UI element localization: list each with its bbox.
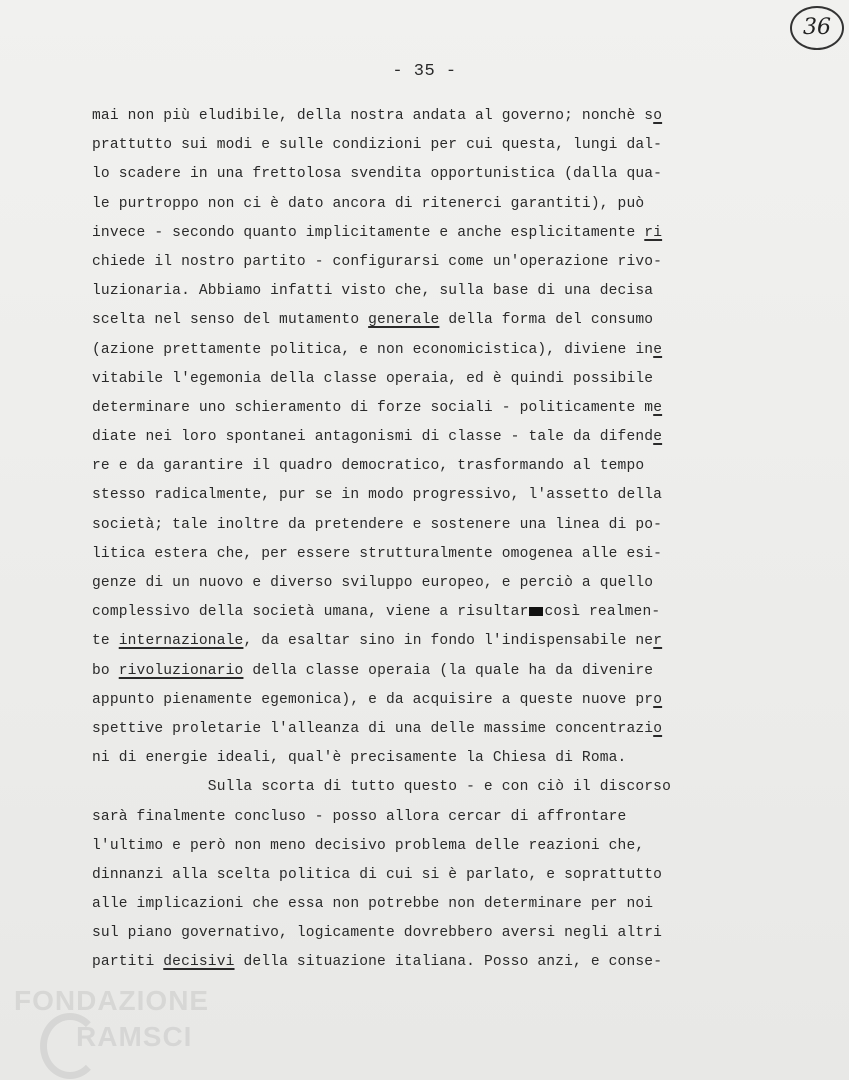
text-line <box>92 773 772 802</box>
text-segment: l'ultimo e però non meno decisivo problema delle reazioni che, <box>92 837 645 854</box>
underlined-text: r <box>653 633 663 650</box>
underlined-text: e <box>653 399 663 416</box>
underlined-text: internazionale <box>118 633 244 650</box>
underlined-text: o <box>653 720 663 737</box>
text-segment: vitabile l'egemonia della classe operaia, ed è quindi possibile <box>92 370 654 387</box>
text-segment: della situazione italiana. Posso anzi, e conse- <box>234 954 663 971</box>
text-line <box>92 803 772 832</box>
text-line <box>92 365 772 394</box>
text-line <box>92 248 772 277</box>
text-segment: della forma del consumo <box>439 312 654 329</box>
text-segment: luzionaria. Abbiamo infatti visto che, sulla base di una decisa <box>92 283 654 300</box>
page-number: - 35 - <box>392 62 457 81</box>
underlined-text: e <box>653 341 663 358</box>
text-segment: diate nei loro spontanei antagonismi di classe - tale da difend <box>92 429 654 446</box>
text-line <box>92 861 772 890</box>
text-segment: spettive proletarie l'alleanza di una delle massime concentrazi <box>92 720 654 737</box>
text-segment: partiti <box>92 954 164 971</box>
text-line <box>92 306 772 335</box>
text-segment: lo scadere in una frettolosa svendita opportunistica (dalla qua- <box>92 166 663 183</box>
text-segment: sarà finalmente concluso - posso allora cercar di affrontare <box>92 808 627 825</box>
text-line <box>92 277 772 306</box>
underlined-text: decisivi <box>163 954 235 971</box>
text-line <box>92 948 772 977</box>
text-line <box>92 160 772 189</box>
underlined-text: ri <box>644 224 663 241</box>
text-segment: prattutto sui modi e sulle condizioni per cui questa, lungi dal- <box>92 137 663 154</box>
ink-blot <box>529 607 543 616</box>
underlined-text: generale <box>368 312 440 329</box>
text-line <box>92 394 772 423</box>
text-segment: genze di un nuovo e diverso sviluppo europeo, e perciò a quello <box>92 575 654 591</box>
underlined-text: rivoluzionario <box>118 662 244 679</box>
watermark-line1: FONDAZIONE <box>14 985 210 1016</box>
archive-watermark <box>14 985 254 1075</box>
text-line <box>92 511 772 540</box>
text-segment: società; tale inoltre da pretendere e sostenere una linea di po- <box>92 516 663 533</box>
text-segment: sul piano governativo, logicamente dovrebbero aversi negli altri <box>92 925 663 942</box>
text-segment: scelta nel senso del mutamento <box>92 312 369 329</box>
underlined-text: o <box>653 691 663 708</box>
text-line <box>92 832 772 861</box>
text-line <box>92 627 772 656</box>
text-line <box>92 481 772 510</box>
text-line <box>92 540 772 569</box>
text-segment: mai non più eludibile, della nostra andata al governo; nonchè s <box>92 108 654 124</box>
text-line <box>92 686 772 715</box>
text-segment: (azione prettamente politica, e non economicistica), diviene in <box>92 341 654 358</box>
text-line <box>92 131 772 160</box>
text-segment: dinnanzi alla scelta politica di cui si è parlato, e soprattutto <box>92 866 663 883</box>
text-segment: , da esaltar sino in fondo l'indispensabile ne <box>243 633 654 650</box>
text-segment: ni di energie ideali, qual'è precisamente la Chiesa di Roma. <box>92 750 627 767</box>
text-segment: te <box>92 633 119 650</box>
text-segment: le purtroppo non ci è dato ancora di ritenerci garantiti), può <box>92 195 645 212</box>
text-segment: così realmen- <box>544 604 661 621</box>
text-line <box>92 598 772 627</box>
text-segment: chiede il nostro partito - configurarsi come un'operazione rivo- <box>92 253 663 270</box>
text-line <box>92 102 772 131</box>
text-segment: della classe operaia (la quale ha da divenire <box>243 662 654 679</box>
text-segment: determinare uno schieramento di forze sociali - politicamente m <box>92 399 654 416</box>
text-segment: litica estera che, per essere strutturalmente omogenea alle esi- <box>92 545 663 562</box>
text-line <box>92 452 772 481</box>
text-line <box>92 890 772 919</box>
text-line <box>92 423 772 452</box>
handwritten-folio-number: 36 <box>790 6 844 50</box>
body-text <box>92 102 772 978</box>
underlined-text: o <box>653 108 663 124</box>
text-segment: re e da garantire il quadro democratico, trasformando al tempo <box>92 458 645 475</box>
text-line <box>92 657 772 686</box>
text-segment: stesso radicalmente, pur se in modo progressivo, l'assetto della <box>92 487 663 504</box>
underlined-text: e <box>653 429 663 446</box>
text-line <box>92 190 772 219</box>
text-line <box>92 744 772 773</box>
text-line <box>92 919 772 948</box>
text-segment: invece - secondo quanto implicitamente e anche esplicitamente <box>92 224 645 241</box>
text-segment: Sulla scorta di tutto questo - e con ciò il discorso <box>92 779 671 796</box>
text-segment: appunto pienamente egemonica), e da acquisire a queste nuove pr <box>92 691 654 708</box>
watermark-line2: RAMSCI <box>76 1021 193 1052</box>
text-line <box>92 569 772 598</box>
text-segment: complessivo della società umana, viene a risultar <box>92 604 529 621</box>
text-line <box>92 219 772 248</box>
text-segment: bo <box>92 662 119 679</box>
text-segment: alle implicazioni che essa non potrebbe non determinare per noi <box>92 896 654 913</box>
watermark-g-logo <box>40 1013 100 1079</box>
text-line <box>92 715 772 744</box>
text-line <box>92 336 772 365</box>
